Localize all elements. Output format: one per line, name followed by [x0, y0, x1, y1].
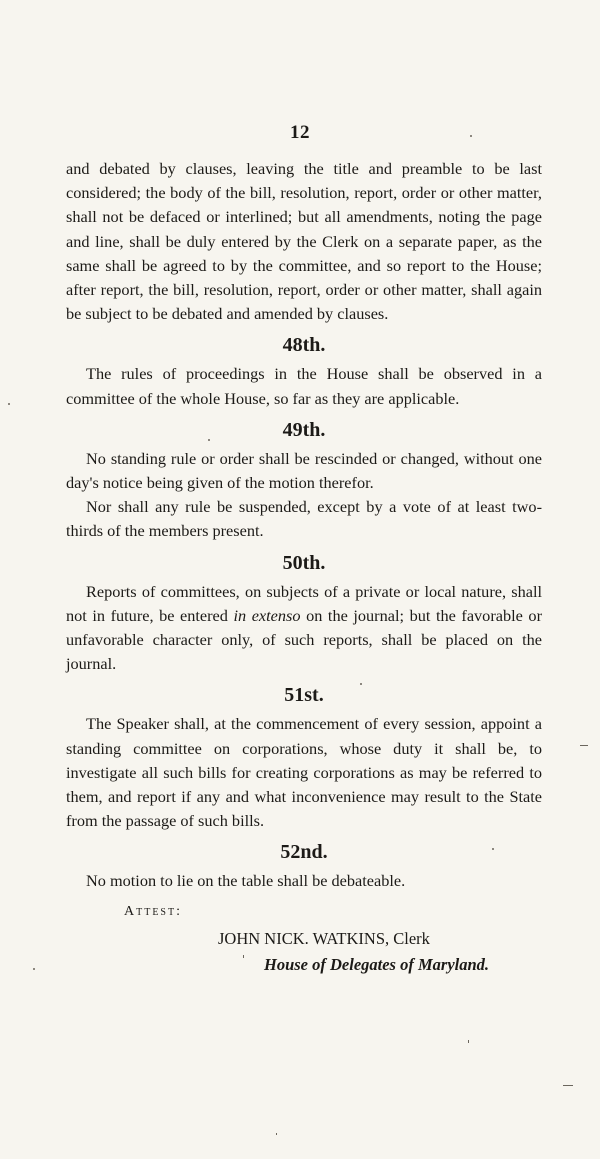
rule-50-text-italic: in extenso [233, 605, 301, 625]
rule-50-heading: 50th. [282, 551, 326, 574]
rule-48-text: The rules of proceedings in the House shall be observed in a committee of the whole House, so far as they are applicable. [66, 364, 542, 408]
clerk-signature-line [218, 926, 542, 952]
rule-50-text [66, 580, 542, 677]
scan-speck [33, 968, 35, 970]
rule-52-text: No motion to lie on the table shall be debateable. [86, 871, 406, 891]
scan-speck [243, 955, 244, 958]
rule-48-heading: 48th. [282, 334, 326, 357]
intro-paragraph: and debated by clauses, leaving the title and preamble to be last considered; the body of the bill, resolution, report, order or other matter, shall not be defaced or interlined; but all amendments, noting the page and line, shall be duly entered by the Clerk on a separate paper, as the same shall be agreed to by the committee, and so report to the House; after report, the bill, resolution, report, order or other matter, shall again be subject to be debated and amended by clauses. [66, 159, 542, 324]
rule-51-text: The Speaker shall, at the commencement of every session, appoint a standing committee on corporations, whose duty it shall be, to investigate all such bills for creating corporations as may be referred to them, and report if any and what inconvenience may result to the State from the passage of such bills. [66, 714, 542, 831]
scan-speck [470, 135, 472, 137]
rule-51-heading: 51st. [284, 684, 324, 707]
house-name: House of Delegates of Maryland. [264, 954, 490, 974]
clerk-title: Clerk [393, 928, 430, 948]
attestation [66, 900, 542, 978]
scan-speck [8, 403, 10, 405]
scan-speck [468, 1040, 469, 1043]
scan-speck [360, 683, 362, 685]
rule-52-heading: 52nd. [280, 841, 328, 864]
scan-speck [276, 1133, 277, 1135]
clerk-name: JOHN NICK. WATKINS, [218, 928, 390, 948]
page-number: 12 [290, 122, 310, 143]
rule-50-text-after: on the journal; but the favorable or unfavorable character only, of such reports, shall be placed on the journal. [66, 605, 542, 674]
scan-speck [208, 439, 210, 441]
attest-label: Attest: [124, 903, 182, 919]
page-body [66, 157, 542, 978]
scan-speck [492, 848, 494, 850]
rule-49-text-2: Nor shall any rule be suspended, except by a vote of at least two-thirds of the members present. [66, 497, 542, 541]
rule-49-heading: 49th. [282, 418, 326, 441]
rule-49-text-1: No standing rule or order shall be rescinded or changed, without one day's notice being given of the motion therefor. [66, 448, 542, 493]
scan-speck [563, 1085, 573, 1086]
scan-speck [580, 745, 588, 746]
rule-50-text-before: Reports of committees, on subjects of a private or local nature, shall not in future, be entered [66, 581, 542, 625]
